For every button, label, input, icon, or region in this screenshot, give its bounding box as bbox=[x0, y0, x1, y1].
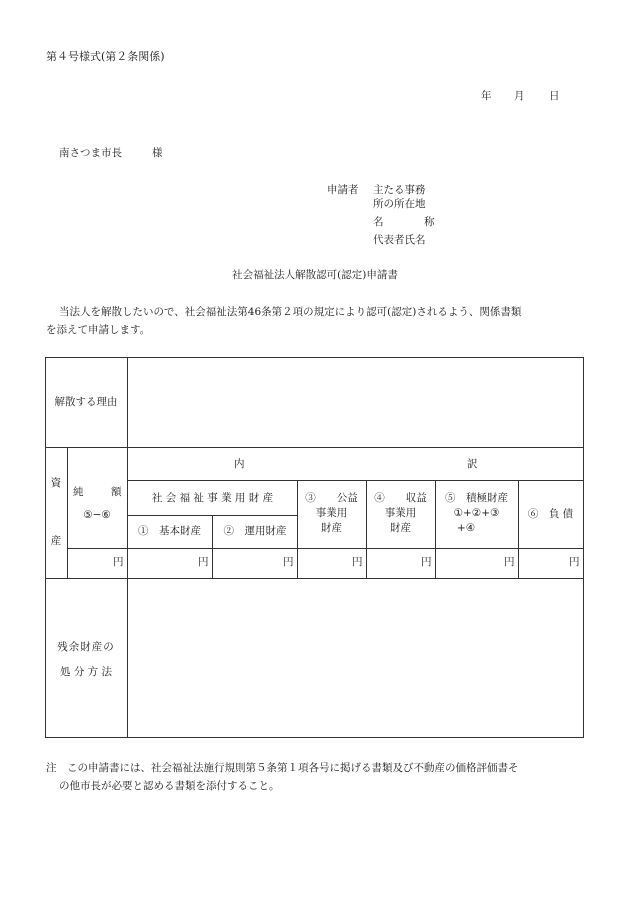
body-line-1: 当法人を解散したいので、社会福祉法第46条第２項の規定により認可(認定)されるよう、関係書類 bbox=[59, 306, 522, 318]
positive-property-line1: ⑤ 積極財産 bbox=[445, 492, 508, 504]
net-label-right: 額 bbox=[111, 486, 122, 498]
assets-label-top: 資 bbox=[50, 477, 62, 489]
yen-liabilities: 円 bbox=[569, 556, 580, 568]
yen-public-interest: 円 bbox=[352, 556, 363, 568]
document-title: 社会福祉法人解散認可(認定)申請書 bbox=[232, 269, 398, 281]
public-interest-line3: 財産 bbox=[321, 522, 342, 534]
liabilities-label: ⑥ 負 債 bbox=[527, 508, 574, 520]
note-line-2: の他市長が必要と認める書類を添付すること。 bbox=[59, 780, 280, 792]
residual-label-line1: 残余財産の bbox=[57, 641, 115, 653]
net-label-left: 純 bbox=[73, 486, 84, 498]
applicant-representative: 代表者氏名 bbox=[373, 234, 426, 246]
applicant-office-line2: 所の所在地 bbox=[373, 198, 426, 210]
addressee-name: 南さつま市長 bbox=[59, 147, 122, 159]
yen-positive: 円 bbox=[504, 556, 515, 568]
public-interest-line2: 事業用 bbox=[315, 507, 348, 519]
profit-line3: 財産 bbox=[390, 522, 411, 534]
date-day-label: 日 bbox=[549, 90, 560, 102]
applicant-office-line1: 主たる事務 bbox=[373, 184, 426, 196]
breakdown-right: 訳 bbox=[467, 458, 478, 470]
yen-profit: 円 bbox=[421, 556, 432, 568]
profit-line2: 事業用 bbox=[384, 507, 417, 519]
applicant-name-char2: 称 bbox=[424, 216, 435, 228]
applicant-name-char1: 名 bbox=[373, 216, 384, 228]
addressee-honorific: 様 bbox=[152, 147, 163, 159]
yen-basic: 円 bbox=[198, 556, 209, 568]
yen-operating: 円 bbox=[283, 556, 294, 568]
basic-property: ① 基本財産 bbox=[138, 525, 201, 537]
date-year-label: 年 bbox=[481, 90, 492, 102]
form-number: 第４号様式(第２条関係) bbox=[46, 50, 165, 63]
date-month-label: 月 bbox=[514, 90, 525, 102]
breakdown-left: 内 bbox=[234, 458, 245, 470]
yen-net: 円 bbox=[113, 556, 124, 568]
positive-property-line3: +④ bbox=[456, 522, 476, 534]
profit-line1: ④ 収益 bbox=[374, 492, 427, 504]
assets-label-bottom: 産 bbox=[50, 535, 62, 547]
reason-label: 解散する理由 bbox=[54, 396, 118, 408]
positive-property-line2: ①+②+③ bbox=[453, 507, 500, 519]
residual-label-line2: 処 分 方 法 bbox=[59, 666, 112, 678]
note-line-1: 注 この申請書には、社会福祉法施行規則第５条第１項各号に掲げる書類及び不動産の価格評価書そ bbox=[46, 762, 519, 774]
applicant-label: 申請者 bbox=[327, 184, 359, 196]
net-formula: ⑤−⑥ bbox=[83, 509, 111, 521]
public-interest-line1: ③ 公益 bbox=[305, 492, 358, 504]
body-line-2: を添えて申請します。 bbox=[46, 324, 151, 336]
operating-property: ② 運用財産 bbox=[223, 525, 287, 537]
social-welfare-property: 社 会 福 祉 事 業 用 財 産 bbox=[151, 492, 274, 504]
